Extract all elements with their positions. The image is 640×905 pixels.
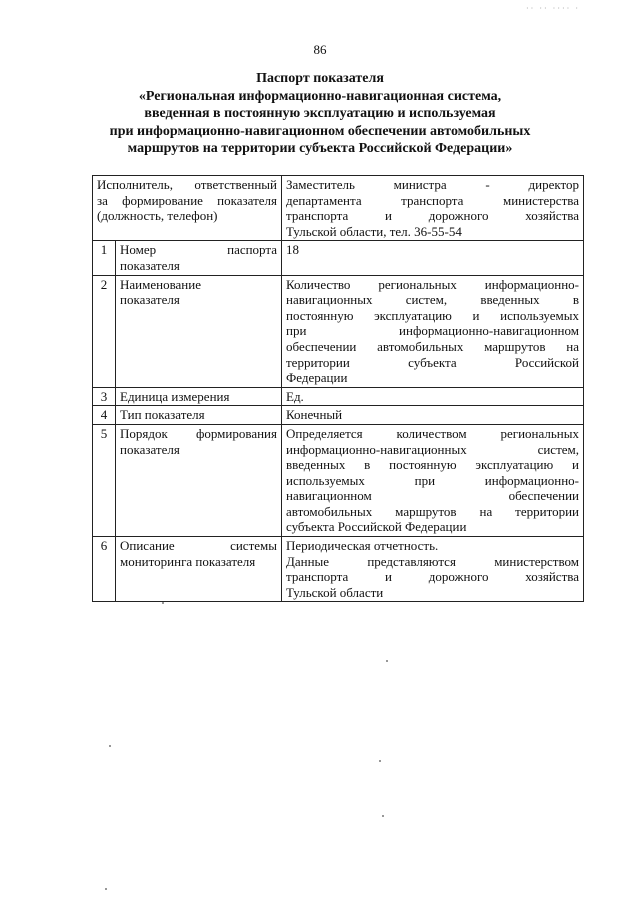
row-value-line: при информационно-навигационном <box>286 323 579 339</box>
scan-artifact-marks: ·· ·· ···· · <box>526 4 580 13</box>
executor-value-line: Заместитель министра - директор <box>286 177 579 192</box>
row-number: 3 <box>93 387 116 406</box>
row-value-line: 18 <box>286 242 299 258</box>
row-value-line: территории субъекта Российской <box>286 354 579 370</box>
row-value-line: автомобильных маршрутов на территории <box>286 503 579 519</box>
executor-value-line: департамента транспорта министерства <box>286 192 579 208</box>
table-row <box>93 406 584 425</box>
row-label <box>116 275 282 387</box>
row-value-line: обеспечении автомобильных маршрутов на <box>286 338 579 354</box>
row-number: 2 <box>93 275 116 387</box>
row-value-line: Данные представляются министерством <box>286 553 579 569</box>
executor-label-line: Исполнитель, ответственный <box>97 177 277 192</box>
row-label <box>116 424 282 536</box>
row-number: 1 <box>93 241 116 275</box>
row-value-line: транспорта и дорожного хозяйства <box>286 569 579 585</box>
row-label-line: Тип показателя <box>120 407 205 423</box>
row-value <box>282 275 584 387</box>
row-value-line: используемых при информационно- <box>286 472 579 488</box>
row-label <box>116 387 282 406</box>
row-label <box>116 537 282 602</box>
scan-speck <box>105 888 107 890</box>
title-line-4: при информационно-навигационном обеспечении автомобильных <box>109 123 531 139</box>
passport-table <box>92 175 584 602</box>
row-label-line: Единица измерения <box>120 388 230 404</box>
row-value-line: постоянную эксплуатацию и используемых <box>286 307 579 323</box>
row-label-line: показателя <box>120 257 180 273</box>
row-label-line: показателя <box>120 441 180 457</box>
table-row <box>93 241 584 275</box>
row-label-line: показателя <box>120 292 180 308</box>
page-number: 86 <box>313 42 327 57</box>
row-value-line: Количество региональных информационно- <box>286 276 579 292</box>
table-row <box>93 424 584 536</box>
row-label-line: Порядок формирования <box>120 425 277 441</box>
table-row <box>93 275 584 387</box>
executor-label-line: (должность, телефон) <box>97 208 218 224</box>
row-value-line: Тульской области <box>286 584 384 600</box>
row-label-line: Наименование <box>120 276 201 292</box>
row-value <box>282 424 584 536</box>
executor-value-line: транспорта и дорожного хозяйства <box>286 208 579 224</box>
row-value-line: навигационном обеспечении <box>286 488 579 504</box>
row-label <box>116 406 282 425</box>
table-row <box>93 537 584 602</box>
row-value <box>282 387 584 406</box>
table-row <box>93 387 584 406</box>
row-label-line: Номер паспорта <box>120 242 277 258</box>
row-value-line: информационно-навигационных систем, <box>286 441 579 457</box>
scan-speck <box>386 660 388 662</box>
row-value-line: Конечный <box>286 407 343 423</box>
row-value <box>282 537 584 602</box>
scan-speck <box>162 602 164 604</box>
scan-speck <box>109 745 111 747</box>
title-line-2: «Региональная информационно-навигационная система, <box>138 88 502 104</box>
row-number: 5 <box>93 424 116 536</box>
executor-label-line: за формирование показателя <box>97 192 277 208</box>
scan-speck <box>379 760 381 762</box>
row-label-line: мониторинга показателя <box>120 553 256 569</box>
row-value-line: субъекта Российской Федерации <box>286 519 467 535</box>
executor-value <box>282 176 584 241</box>
row-value-line: Периодическая отчетность. <box>286 538 439 554</box>
table-row-executor <box>93 176 584 241</box>
executor-label <box>93 176 282 241</box>
title-line-1: Паспорт показателя <box>256 71 384 86</box>
title-line-3: введенная в постоянную эксплуатацию и используемая <box>144 106 496 121</box>
row-value-line: Федерации <box>286 370 348 386</box>
row-value-line: Ед. <box>286 388 304 404</box>
row-number: 6 <box>93 537 116 602</box>
title-line-5: маршрутов на территории субъекта Российской Федерации» <box>127 141 513 156</box>
passport-title <box>70 70 570 158</box>
scan-speck <box>382 815 384 817</box>
row-value <box>282 406 584 425</box>
row-value-line: введенных в постоянную эксплуатацию и <box>286 457 579 473</box>
row-number: 4 <box>93 406 116 425</box>
row-value-line: навигационных систем, введенных в <box>286 292 579 308</box>
row-value-line: Определяется количеством региональных <box>286 425 579 441</box>
executor-value-line: Тульской области, тел. 36-55-54 <box>286 223 462 239</box>
row-label-line: Описание системы <box>120 538 277 554</box>
row-value <box>282 241 584 275</box>
row-label <box>116 241 282 275</box>
